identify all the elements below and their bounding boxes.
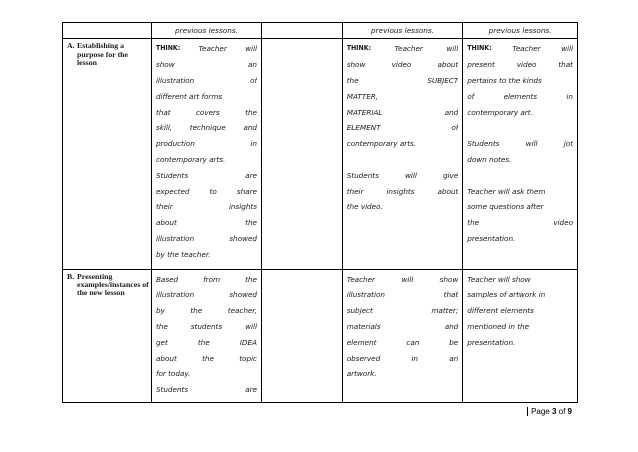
text-word: insights (386, 186, 415, 196)
text-word: skill, (155, 123, 173, 133)
text-line (467, 272, 573, 288)
text-line (347, 57, 459, 73)
text-word: contemporary arts. (346, 139, 417, 149)
text-word: show (439, 274, 459, 284)
row-number: A. (67, 41, 75, 51)
text-word: video (516, 60, 537, 70)
text-word: will (245, 44, 257, 54)
table-row (63, 39, 578, 269)
text-line (347, 303, 459, 319)
empty-cell (261, 39, 342, 269)
row-label-text: Establishing a purpose for the lesson (77, 41, 128, 67)
text-word: are (245, 385, 257, 395)
text-line (156, 89, 257, 105)
text-word: production (155, 139, 195, 149)
text-line (347, 152, 459, 168)
header-cell: previous lessons. (342, 23, 463, 39)
text-line (467, 319, 573, 335)
text-line (156, 184, 257, 200)
row-label-text: Presenting examples/instances of the new lesson (77, 271, 149, 297)
text-line (156, 41, 257, 57)
text-line (467, 303, 573, 319)
text-word: teacher, (227, 306, 257, 316)
text-word: the (155, 321, 168, 331)
text-word: will (561, 44, 573, 54)
text-line (156, 231, 257, 247)
text-word: showed (229, 290, 257, 300)
text-word: to (209, 186, 217, 196)
activity-cell (342, 39, 463, 269)
text-word: elements (503, 91, 538, 101)
text-line (347, 199, 459, 215)
text-line (156, 351, 257, 367)
text-word: the (197, 337, 210, 347)
text-word: get (155, 337, 168, 347)
text-word: share (236, 186, 257, 196)
text-word: illustration (155, 290, 195, 300)
text-word: the (245, 218, 257, 228)
text-line (467, 105, 573, 121)
text-line (156, 382, 257, 398)
text-word: Teacher (198, 44, 227, 54)
text-line (467, 231, 573, 247)
text-word: will (446, 44, 459, 54)
text-word: contemporary arts. (155, 155, 226, 164)
text-line (347, 89, 459, 105)
text-word: Students (346, 170, 379, 180)
header-cell: previous lessons. (151, 23, 261, 39)
text-line (467, 168, 573, 184)
text-word: artwork. (346, 369, 377, 379)
text-word: expected (155, 186, 190, 196)
text-word: video (391, 60, 412, 70)
text-word: Based (155, 274, 179, 284)
text-word: presentation. (467, 337, 516, 347)
text-word: SUBJECT (427, 76, 459, 86)
text-word: insights (228, 202, 257, 212)
activity-cell (151, 269, 261, 402)
text-line (467, 89, 573, 105)
text-word: will (525, 139, 538, 149)
text-line (156, 105, 257, 121)
text-word: different elements (467, 306, 534, 316)
text-word: present (467, 60, 495, 70)
row-label-cell (63, 39, 152, 269)
text-word: different art forms (155, 91, 223, 101)
text-line (156, 287, 257, 303)
text-word: showed (229, 233, 257, 243)
text-word: of (250, 76, 257, 86)
text-word: contemporary art. (467, 107, 533, 117)
text-word: and (444, 321, 459, 331)
activity-cell (463, 269, 578, 402)
text-word: video (553, 218, 573, 228)
table-row (63, 269, 578, 402)
text-word: an (449, 353, 459, 363)
text-line (156, 272, 257, 288)
page-total: 9 (567, 407, 572, 416)
text-word: covers (195, 107, 220, 117)
empty-cell (261, 269, 342, 402)
text-line (347, 105, 459, 121)
row-label-cell (63, 269, 152, 402)
text-word: Teacher (394, 44, 423, 54)
text-word: by the teacher. (155, 249, 211, 259)
text-word: about (437, 60, 459, 70)
text-line (467, 136, 573, 152)
text-word: subject (346, 306, 373, 316)
text-word: will (245, 321, 257, 331)
text-word: jot (563, 139, 573, 149)
text-word: some questions after (467, 202, 544, 212)
text-word: can (406, 337, 420, 347)
text-line (467, 335, 573, 351)
text-word: that (443, 290, 459, 300)
text-word: MATERIAL (346, 107, 383, 117)
text-line (347, 136, 459, 152)
text-line (467, 215, 573, 231)
text-word: Students (467, 139, 500, 149)
text-line (467, 41, 573, 57)
text-line (347, 366, 459, 382)
text-word: illustration (346, 290, 385, 300)
text-line (467, 199, 573, 215)
empty-cell (63, 23, 152, 39)
activity-cell (463, 39, 578, 269)
page-footer (527, 407, 572, 416)
text-word: about (155, 218, 177, 228)
text-line (156, 319, 257, 335)
text-word: for today. (155, 369, 191, 379)
text-word: in (566, 91, 573, 101)
text-word: show (346, 60, 366, 70)
text-line (467, 184, 573, 200)
text-word: and (444, 107, 459, 117)
text-line (156, 303, 257, 319)
text-line (467, 287, 573, 303)
text-word: an (247, 60, 257, 70)
text-word: students (190, 321, 223, 331)
text-word: Students (155, 170, 189, 180)
text-line (347, 335, 459, 351)
text-word: from (203, 274, 221, 284)
lesson-plan-table (62, 22, 578, 403)
text-word: Students (155, 385, 189, 395)
header-cell: previous lessons. (463, 23, 578, 39)
text-line (156, 136, 257, 152)
text-line (156, 199, 257, 215)
text-word: and (243, 123, 257, 133)
text-word: Teacher will show (467, 274, 531, 284)
text-word: presentation. (467, 233, 516, 243)
text-line (156, 120, 257, 136)
text-word: THINK: (346, 44, 371, 53)
text-word: down notes. (467, 155, 512, 164)
empty-cell (261, 23, 342, 39)
text-line (156, 168, 257, 184)
text-word: will (404, 170, 417, 180)
text-line (347, 272, 459, 288)
text-word: the (467, 218, 480, 228)
text-line (347, 120, 459, 136)
page-of: of (556, 407, 568, 416)
text-line (467, 120, 573, 136)
row-number: B. (67, 271, 75, 281)
text-word: Teacher will ask them (467, 186, 546, 196)
text-line (156, 57, 257, 73)
text-word: illustration (155, 233, 195, 243)
text-word: Teacher (346, 274, 376, 284)
text-word: of (451, 123, 459, 133)
text-word: MATTER, (346, 91, 379, 101)
text-word: in (250, 139, 257, 149)
text-word: the (190, 306, 203, 316)
row-label (63, 39, 151, 67)
text-word: their (346, 186, 364, 196)
text-line (347, 168, 459, 184)
text-word: by (155, 306, 165, 316)
text-word: will (401, 274, 414, 284)
text-word: about (437, 186, 459, 196)
page-number: 3 (551, 407, 557, 416)
text-word: the (245, 274, 257, 284)
text-word: the video. (346, 202, 383, 212)
text-word: the (245, 107, 257, 117)
text-word: samples of artwork in (467, 290, 546, 300)
text-word: the (346, 76, 359, 86)
text-word: illustration (155, 76, 195, 86)
text-word: materials (346, 321, 381, 331)
text-line (156, 247, 257, 263)
text-line (467, 152, 573, 168)
text-word: topic (239, 353, 257, 363)
text-line (467, 57, 573, 73)
text-word: matter; (431, 306, 459, 316)
text-line (156, 335, 257, 351)
page-label: Page (527, 407, 552, 416)
text-line (347, 41, 459, 57)
text-line (156, 366, 257, 382)
text-line (347, 184, 459, 200)
text-line (347, 287, 459, 303)
activity-cell (151, 39, 261, 269)
table-row (63, 23, 578, 39)
text-word: THINK: (467, 44, 492, 53)
row-label (63, 270, 151, 298)
text-word: show (155, 60, 175, 70)
text-word: that (558, 60, 573, 70)
text-word: are (245, 170, 257, 180)
text-word: THINK: (155, 44, 181, 53)
text-word: the (202, 353, 214, 363)
text-word: give (442, 170, 459, 180)
text-word: that (155, 107, 171, 117)
text-word: Teacher (512, 44, 541, 54)
text-word: element (346, 337, 377, 347)
text-line (347, 319, 459, 335)
text-word: technique (189, 123, 226, 133)
text-line (347, 351, 459, 367)
text-line (467, 73, 573, 89)
text-line (156, 215, 257, 231)
text-word: ELEMENT (346, 123, 381, 133)
text-word: of (467, 91, 475, 101)
text-word: their (155, 202, 173, 212)
text-word: be (449, 337, 459, 347)
text-word: IDEA (239, 337, 257, 347)
text-line (156, 152, 257, 168)
text-word: in (411, 353, 418, 363)
text-word: mentioned in the (467, 321, 530, 331)
text-word: about (155, 353, 177, 363)
text-word: observed (346, 353, 381, 363)
text-line (156, 73, 257, 89)
activity-cell (342, 269, 463, 402)
text-line (347, 73, 459, 89)
text-word: pertains to the kinds (467, 76, 542, 86)
